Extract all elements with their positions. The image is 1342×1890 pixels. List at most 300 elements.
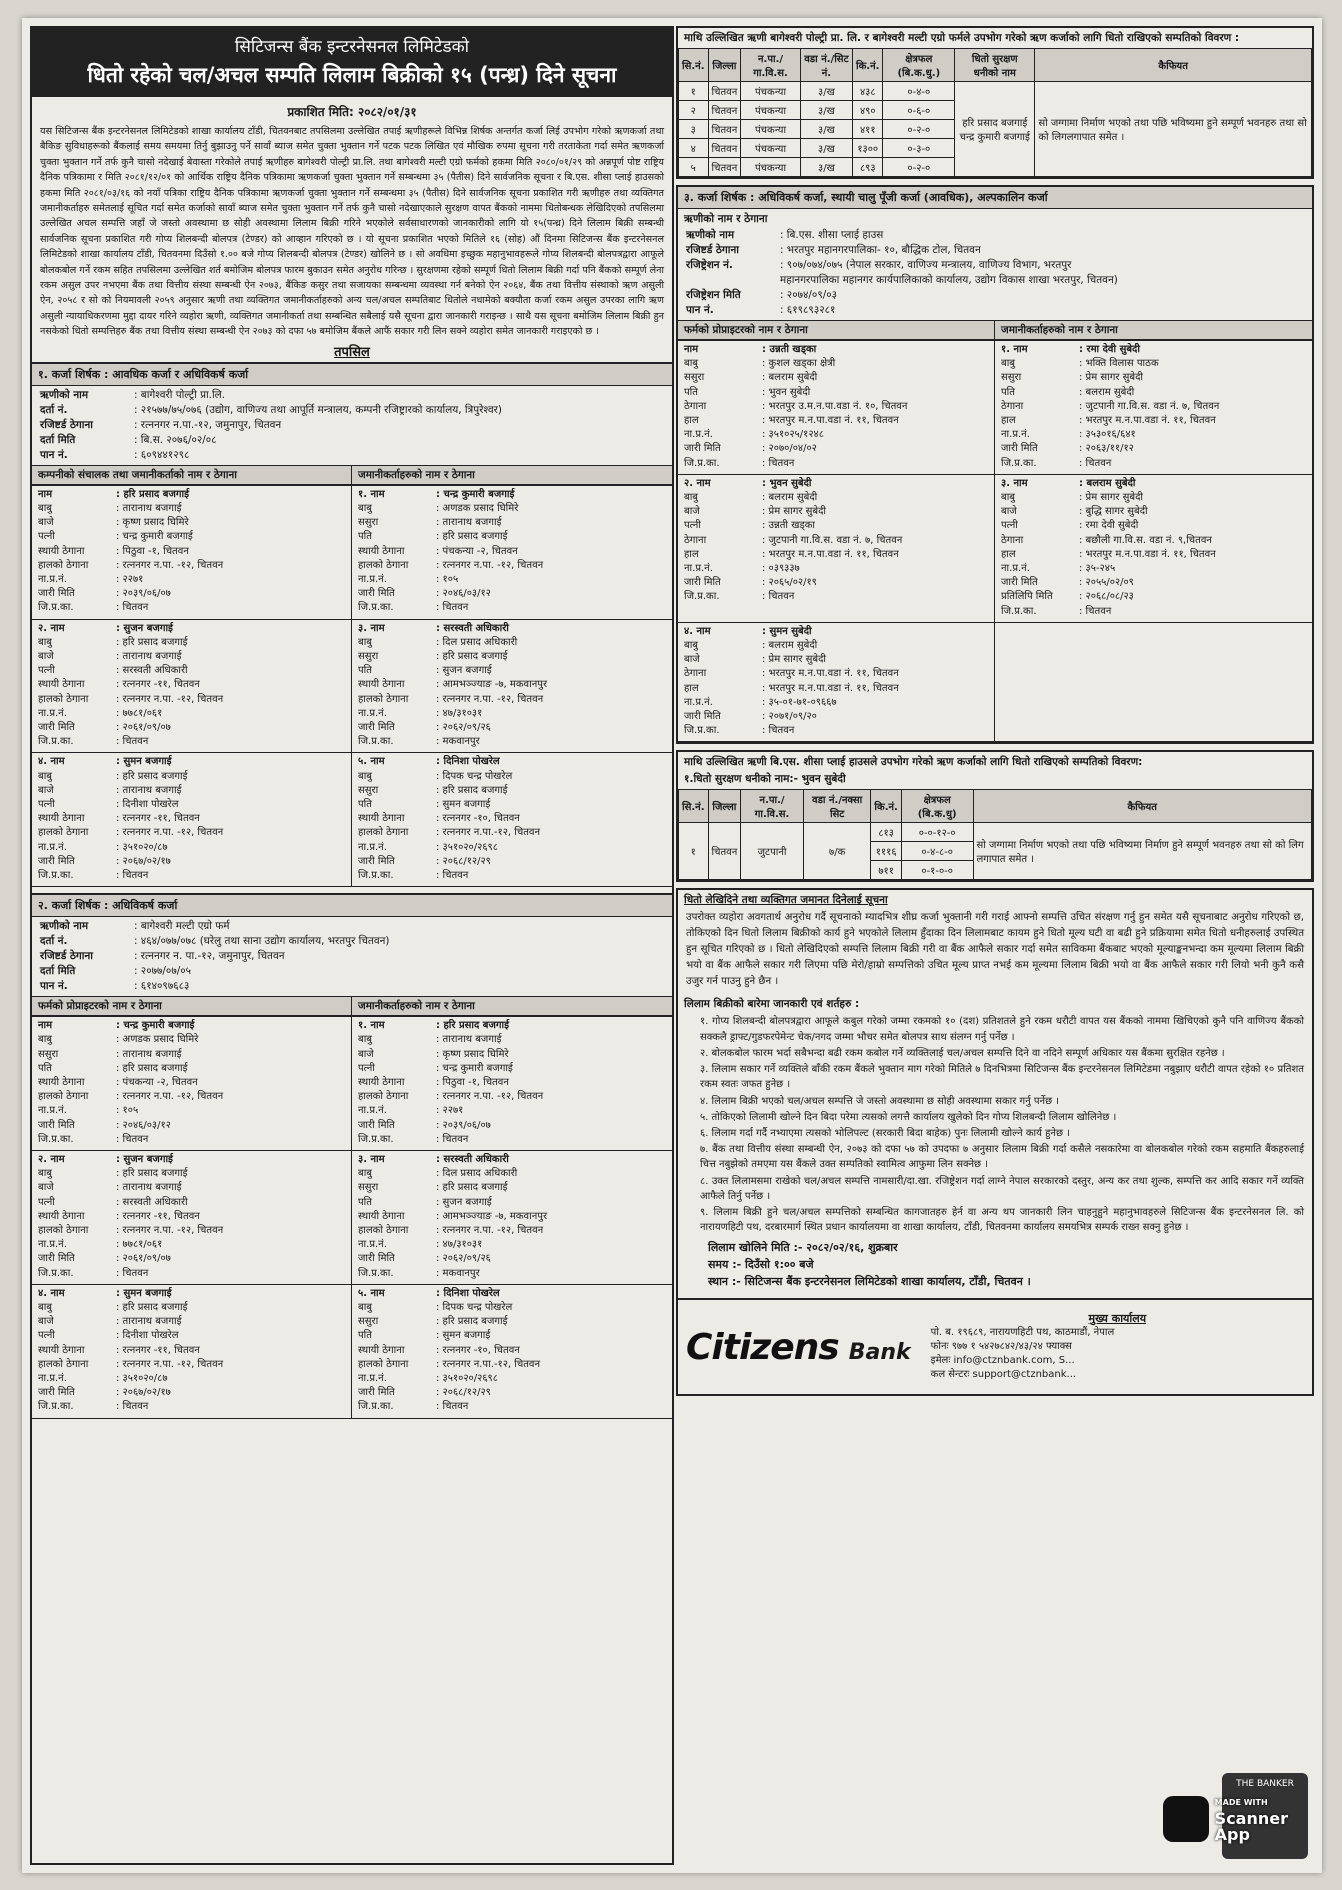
field-row [40,934,664,949]
person-label: ३. नाम [358,1154,385,1165]
table1-cell: १ [679,82,709,101]
field-label: रजिष्टर्ड ठेगाना [40,950,93,963]
person-label: स्थायी ठेगाना [38,1210,85,1222]
person-value: : ३५१०२५/१२४८ [762,429,824,441]
person-row [38,516,347,530]
person-value: : रमा देवी सुबेदी [1079,344,1140,355]
person-value: : चितवन [1079,457,1112,469]
banker-badge-text: THE BANKER [1236,1779,1294,1789]
table2-area: ०-४-८-० [901,842,973,861]
person-row [38,1048,347,1062]
field-value: महानगरपालिका महानगर कार्यपालिकाको कार्यालय, उद्योग विकास शाखा भरतपुर, चितवन) [780,274,1118,286]
person-row [358,735,668,749]
person-label: पत्नी [1001,520,1018,532]
person-label: १. नाम [358,1020,385,1032]
person-value: : दिनीशा पोखरेल [116,798,179,810]
person-label: पत्नी [38,1330,55,1342]
field-row [686,228,1304,243]
person-label: ना.प्र.नं. [38,707,67,719]
person-label: हालको ठेगाना [358,1225,409,1237]
person-label: ४. नाम [38,756,65,768]
table1-cell: चितवन [708,82,741,101]
person-label: हालको ठेगाना [358,1091,409,1103]
person-label: ना.प्र.नं. [358,707,387,719]
field-value: : बि.स. २०७६/०२/०८ [134,433,217,446]
field-row [686,288,1304,303]
person-card [352,1285,672,1419]
person-row [358,545,668,559]
person-row [38,784,347,798]
person-row [358,678,668,692]
field-row [40,418,664,433]
table1-cell: ०-२-० [883,120,955,139]
person-row [1001,457,1308,471]
person-value: : २०६१/०९/०७ [116,1253,171,1265]
left-head-text: फर्मको प्रोप्राइटरको नाम र ठेगाना [32,997,351,1016]
table1-row [679,82,1312,101]
person-value: : मकवानपुर [436,1267,480,1279]
auction-time: समय :- दिउँसो १:०० बजे [708,1258,814,1272]
person-value: : हरि प्रसाद बजगाई [436,531,508,543]
table1-cell: पंचकन्या [741,120,801,139]
person-row [358,707,668,721]
person-row [358,1287,668,1301]
person-row [684,442,990,456]
details-label: तपसिल [334,344,370,360]
person-label: स्थायी ठेगाना [38,545,85,557]
person-value: : सुमन बजगाई [436,798,491,810]
person-row [1001,357,1308,371]
person-row [684,724,990,738]
person-card [352,1151,672,1285]
table1-cell: ०-४-० [883,82,955,101]
person-value: : सुमन बजगाई [116,1287,172,1299]
person-row [358,1386,668,1400]
person-value: : २०६५/०२/१९ [762,577,817,589]
person-card [352,486,672,620]
loan-section-1 [32,362,672,887]
term-item: ५. तोकिएको लिलामी खोल्ने दिन बिदा परेमा त्यसको लगत्तै कार्यालय खुलेको दिन गोप्य शिलबन्दी लिलाम खोलिनेछ । [700,1111,1117,1123]
table1-cell: ३/ख [800,120,852,139]
person-label: पति [684,386,698,398]
person-value: : रत्ननगर -१०, चितवन [436,813,520,825]
person-value: : अणडक प्रसाद घिमिरे [436,502,519,514]
person-row [1001,491,1308,505]
person-label: बाबु [684,358,699,370]
person-label: ना.प्र.नं. [358,573,387,585]
person-value: : बुद्धि सागर सुबेदी [1079,506,1148,518]
person-label: पत्नी [38,798,55,810]
person-label: जि.प्र.का. [358,602,394,614]
person-value: : तारानाथ बजगाई [116,1316,182,1328]
left-head-text: फर्मको प्रोप्राइटरको नाम र ठेगाना [678,321,994,340]
table1-header-cell: वडा नं./सिट नं. [800,49,852,82]
table1-cell: चितवन [708,139,741,158]
table2-area: ०-१-०-० [901,861,973,880]
person-row [358,1048,668,1062]
head-office-callcenter: कल सेन्टरः support@ctznbank... [930,1369,1077,1381]
person-value: : बलराम सुबेदी [762,640,818,652]
person-value: : २०६२/०९/२६ [436,1253,491,1265]
auction-date: लिलाम खोलिने मिति :- २०८२/०२/१६, शुक्रबार [708,1241,898,1255]
person-label: हालको ठेगाना [358,693,409,705]
person-row [1001,519,1308,533]
field-label: ऋणीको नाम [40,388,89,401]
field-value: : ६१४०९७६८३ [134,980,190,993]
field-row [40,979,664,994]
auction-place: स्थान :- सिटिजन्स बैंक इन्टरनेसनल लिमिटेडको शाखा कार्यालय, टाँडी, चितवन । [708,1275,1031,1289]
person-value: : रत्ननगर न.पा. -१२, चितवन [116,1358,224,1370]
person-row [358,488,668,502]
person-row [38,1287,347,1301]
person-row [38,1329,347,1343]
table1-cell: ८९३ [853,158,883,177]
person-label: ठेगाना [684,668,707,680]
person-label: ४. नाम [38,1287,65,1299]
person-value: : चितवन [116,602,149,614]
person-label: जारी मिति [358,588,395,600]
person-value: : चितवन [116,736,149,748]
person-value: : रत्ननगर न.पा.-१२, चितवन [436,827,540,839]
person-value: : भरतपुर म.न.पा.वडा नं. ११, चितवन [762,415,899,427]
person-value: : चितवन [436,869,469,881]
person-label: जि.प्र.का. [358,1133,394,1145]
person-row [38,587,347,601]
field-value: : ९०७/०७४/०७५ (नेपाल सरकार, वाणिज्य मन्त्रालय, वाणिज्य विभाग, भरतपुर [780,259,1072,271]
table1-cell: चितवन [708,158,741,177]
person-label: पति [358,798,372,810]
person-label: हालको ठेगाना [38,827,89,839]
person-card [32,486,352,620]
person-label: बाजे [38,784,54,796]
person-value: : जुटपानी गा.वि.स. वडा नं. ७, चितवन [762,534,903,546]
person-value: : रत्ननगर न.पा. -१२, चितवन [116,827,224,839]
person-row [38,755,347,769]
person-row [38,622,347,636]
person-value: : तारानाथ बजगाई [116,502,182,514]
field-value: : रत्ननगर न. पा.-१२, जमुनापुर, चितवन [134,950,285,963]
loan3-heading: ३. कर्जा शिर्षक : अधिविकर्ष कर्जा, स्थायी चालु पूँजी कर्जा (आवधिक), अल्पकालिन कर्जा [678,187,1312,209]
person-label: जि.प्र.का. [1001,457,1037,469]
person-value: : तारानाथ बजगाई [116,1048,182,1060]
person-row [1001,428,1308,442]
field-label [686,273,780,288]
person-row [358,636,668,650]
person-label: ३. नाम [1001,477,1028,489]
person-label: ससुरा [358,517,379,529]
collateral-table-1 [676,26,1314,179]
right-column-head [352,997,672,1017]
person-value: : दिपक चन्द्र पोखरेल [436,770,513,782]
person-value: : मकवानपुर [436,736,480,748]
table1-owners [955,82,1035,177]
person-label: पति [358,665,372,677]
person-value: : कुशल खड्का क्षेत्री [762,358,836,370]
person-value: : बलराम सुबेदी [1079,386,1135,398]
person-row [1001,414,1308,428]
person-label: ना.प्र.नं. [38,1373,67,1385]
term-item: ९. लिलाम बिक्री हुने चल/अचल सम्पत्तिको सम्बन्धित कागजातहरु हेर्न वा अन्य थप जानकारी लिन चाहनुहुने महानुभावहरुले सिटिजन्स बैंक इन्टरनेसनल लि. को नारायणहिटी पथ, दरबारमार्ग स्थित प्रधान कार्यालयमा वा शाखा कार्यालय, टाँडी, चितवनमा कार्यालय समयभित्र सम्पर्क राख्न सक्नु हुनेछ । [700,1206,1304,1234]
person-value: : दिनिशा पोखरेल [436,756,500,768]
person-value: : हरि प्रसाद बजगाई [116,1302,188,1314]
watermark-text [1215,1795,1288,1843]
person-value: : रत्ननगर न.पा. -१२, चितवन [436,559,544,571]
person-value: : भुवन सुबेदी [762,477,812,489]
person-card [995,341,1312,475]
person-label: बाबु [358,502,373,514]
person-value: : चितवन [116,1267,149,1279]
person-row [358,1167,668,1181]
person-label: बाजे [38,650,54,662]
person-row [684,505,990,519]
person-row [38,869,347,883]
table1-header-cell: सि.नं. [679,49,709,82]
person-label: ना.प्र.नं. [1001,429,1030,441]
person-row [358,721,668,735]
person-row [1001,386,1308,400]
person-value: : ३५१०२०/२६९८ [436,1373,498,1385]
person-row [38,1267,347,1281]
table2-cell: चितवन [708,823,741,880]
field-label: दर्ता नं. [40,403,68,416]
person-label: पति [358,1196,372,1208]
person-value: : रत्ननगर न.पा. -१२, चितवन [436,693,544,705]
left-column-head [32,997,352,1017]
person-label: पत्नी [38,1196,55,1208]
person-row [358,1104,668,1118]
person-label: ससुरा [358,1182,379,1194]
person-value: : २०७१/०९/२० [762,711,817,723]
person-row [358,1090,668,1104]
person-label: ना.प्र.नं. [38,841,67,853]
person-label: नाम [38,488,53,500]
person-label: जि.प्र.का. [684,457,720,469]
person-row [38,1372,347,1386]
table1 [678,48,1312,177]
person-value: : रत्ननगर न.पा. -१२, चितवन [116,1091,224,1103]
person-value: : पिठुवा -१, चितवन [436,1076,509,1088]
person-row [38,1019,347,1033]
person-label: ससुरा [358,784,379,796]
person-label: पति [1001,386,1015,398]
person-row [38,1076,347,1090]
person-value: : रत्ननगर -११, चितवन [116,1210,200,1222]
person-value: : भरतपुर म.न.पा.वडा नं. ११, चितवन [762,682,899,694]
person-row [38,826,347,840]
person-label: बाजे [684,506,700,518]
person-row [684,576,990,590]
head-office-title: मुख्य कार्यालय [1088,1312,1147,1326]
person-row [684,343,990,357]
head-office-address: पो. ब. १९६८९, नारायणहिटी पथ, काठमाडौं, नेपाल [930,1327,1115,1339]
person-label: जि.प्र.का. [684,591,720,603]
person-row [38,798,347,812]
person-value: : सरस्वती अधिकारी [116,665,188,677]
person-value: : हरि प्रसाद बजगाई [116,1062,188,1074]
head-office-phone: फोनः ९७७ १ ५४२७८४२/४३/२४ फ्याक्स [930,1341,1072,1353]
person-row [358,1210,668,1224]
person-value: : ३५३०१६/६४१ [1079,429,1136,441]
person-label: २. नाम [38,1154,65,1165]
person-row [358,770,668,784]
person-value: : कृष्ण प्रसाद घिमिरे [436,1048,509,1060]
person-value: : ७७८१/०६१ [116,707,163,719]
person-row [684,357,990,371]
table2-row [679,823,1312,842]
person-label: जारी मिति [358,1119,395,1131]
person-label: ना.प्र.नं. [358,1105,387,1117]
table1-cell: ३/ख [800,139,852,158]
person-row [358,573,668,587]
table2 [678,789,1312,880]
person-label: बाजे [684,654,700,666]
person-label: ४. नाम [684,625,711,637]
person-row [38,601,347,615]
owner-name: हरि प्रसाद बजगाई [962,118,1028,129]
person-value: : ७७८१/०६१ [116,1239,163,1251]
person-label: ना.प्र.नं. [1001,563,1030,575]
person-label: जारी मिति [358,1253,395,1265]
person-row [1001,442,1308,456]
person-row [1001,505,1308,519]
person-row [1001,605,1308,619]
person-value: : तारानाथ बजगाई [116,650,182,662]
person-row [358,1301,668,1315]
person-row [684,562,990,576]
field-label: पान नं. [686,304,714,316]
person-value: : ३५१०२०/२६९८ [436,841,498,853]
person-label: हालको ठेगाना [358,1358,409,1370]
person-value: : रत्ननगर न.पा.-१२, चितवन [436,1358,540,1370]
person-value: : हरि प्रसाद बजगाई [436,1182,508,1194]
person-row [358,1033,668,1047]
guarantee-text: उपरोक्त व्यहोरा अवगतार्थ अनुरोध गर्दै सूचनाको म्यादभित्र शीघ्र कर्जा भुक्तानी गरी गराई आफ्नो सम्पत्ति उचित संरक्षण गर्नु हुन समेत यसै सूचनाबाट अनुरोध गरिएको छ, तोकिएको दिन धितो लिलाम बिक्रीको कार्य हुने भएकोले लिलाम हुँदाका दिन लिलामबाट कायम हुने धितो मूल्य घटी वा बढी हुने प्रक्रियामा समेत धितो धनीहरुलाई उपस्थित हुन सूचित गरिएको छ । धितो लेखिदिएको सम्पत्ति लिलाम बिक्री गरी वा बैंक आफैले सकार गर्दा समेत साविकमा बैंकबाट भएको मूल्याङ्कनभन्दा कम मूल्यमा लिलाम बिक्री भयो वा बैंक आफैले सकार गरी लिएमा पछि मेरो/हाम्रो सम्पत्तिको उचित मूल्य प्राप्त नभई कम मूल्यमा लिलाम बिक्री भयो वा बैंक आफैले सकार गरी लियो भनी कुनै कसै उजुर गर्न पाउनु हुने छैन । [686,912,1304,988]
person-label: ठेगाना [684,400,707,412]
person-value: : सुमन सुबेदी [762,625,812,637]
person-label: पत्नी [38,531,55,543]
person-label: पत्नी [38,665,55,677]
person-row [1001,576,1308,590]
person-row [38,735,347,749]
person-label: जारी मिति [684,577,721,589]
person-card [995,623,1312,743]
citizens-logo-bank: Bank [848,1339,911,1365]
table2-plot: ७११ [871,861,901,880]
person-row [358,1344,668,1358]
person-row [684,710,990,724]
person-value: : २०३९/०६/०७ [436,1119,491,1131]
person-row [38,1033,347,1047]
watermark-scanner: Scanner [1214,1809,1288,1828]
person-label: स्थायी ठेगाना [38,1076,85,1088]
person-row [38,1358,347,1372]
right-column-head [995,321,1312,341]
field-row [686,273,1304,288]
table2-remark: सो जग्गामा निर्माण भएको तथा पछि भविष्यमा निर्माण हुने सम्पूर्ण भवनहरु तथा सो को लिग लगापात समेत । [973,823,1312,880]
person-value: : रत्ननगर न.पा. -१२, चितवन [116,693,224,705]
field-value: : भरतपुर महानगरपालिका- १०, बौद्धिक टोल, चितवन [780,244,981,256]
person-value: : पंचकन्या -२, चितवन [116,1076,198,1088]
person-label: बाबु [38,770,53,782]
table1-header-cell: कैफियत [1035,49,1312,82]
person-row [38,841,347,855]
person-value: : पंचकन्या -२, चितवन [436,545,518,557]
person-label: जि.प्र.का. [38,602,74,614]
person-value: : तारानाथ बजगाई [436,1034,502,1046]
person-value: : चितवन [436,1401,469,1413]
person-row [358,1329,668,1343]
person-label: पत्नी [684,520,701,532]
person-row [38,1119,347,1133]
owner-name: चन्द्र कुमारी बजगाई [959,132,1030,143]
left-column-head [678,321,995,341]
table1-cell: ५ [679,158,709,177]
person-value: : सुजन बजगाई [436,665,492,677]
field-value: : ६०९४४१२९८ [134,448,190,461]
person-label: जारी मिति [684,443,721,455]
person-label: ३. नाम [358,622,385,634]
person-label: जारी मिति [358,855,395,867]
person-value: : १०५ [436,573,459,585]
person-value: : हरि प्रसाद बजगाई [436,1316,508,1328]
table2-header-cell: न.पा./गा.वि.स. [741,790,804,823]
person-value: : रत्ननगर न.पा. -१२, चितवन [436,1225,544,1237]
person-value: : चन्द्र कुमारी बजगाई [436,488,515,500]
citizens-logo: Citizens [686,1326,839,1368]
person-value: : सुमन बजगाई [116,756,172,768]
person-value: : ३५-२४५ [1079,563,1116,575]
person-value: : रत्ननगर -११, चितवन [116,679,200,691]
right-column [676,26,1314,1865]
person-value: : भरतपुर उ.म.न.पा.वडा नं. १०, चितवन [762,400,908,412]
field-value: : २१५७७/७५/०७६ (उद्योग, वाणिज्य तथा आपूर्ति मन्त्रालय, कम्पनी रजिष्ट्रारको कार्यालय, त्रिपुरेश्वर) [134,403,502,416]
table1-cell: ३ [679,120,709,139]
table1-cell: ०-३-० [883,139,955,158]
person-row [38,502,347,516]
person-row [358,650,668,664]
person-value: : २०६१/०९/०७ [116,721,171,733]
person-value: : बलराम सुबेदी [762,372,818,384]
table2-header-cell: सि.नं. [679,790,709,823]
person-value: : २०६८/१२/२९ [436,1387,491,1399]
person-label: ना.प्र.नं. [358,841,387,853]
person-value: : चितवन [1079,605,1112,617]
person-row [1001,562,1308,576]
person-label: बाबु [358,770,373,782]
scanner-app-icon [1163,1796,1209,1842]
person-row [684,371,990,385]
person-value: : हरि प्रसाद बजगाई [116,770,188,782]
person-value: : रत्ननगर न.पा. -१२, चितवन [436,1091,544,1103]
person-row [38,1153,347,1167]
person-value: : चितवन [116,869,149,881]
table1-cell: पंचकन्या [741,158,801,177]
person-label: बाबु [358,636,373,648]
term-item: १. गोप्य शिलबन्दी बोलपत्रद्वारा आफूले कबुल गरेको जम्मा रकमको १० (दश) प्रतिशतले हुने रकम धरौटी वापत यस बैंकको नाममा खिचिएको कुनै पनि वाणिज्य बैंकको सक्कलै ड्राफ्ट/गुडफरपेमेन्ट चेक/नगद जम्मा भौचर समेत बोलपत्र साथ संलग्न गर्नु पर्नेछ । [700,1016,1304,1043]
person-row [684,639,990,653]
person-label: १. नाम [1001,344,1028,355]
person-label: ना.प्र.नं. [38,1105,67,1117]
person-row [38,636,347,650]
person-value: : २०४६/०३/१२ [116,1119,171,1131]
field-row [40,919,664,934]
person-row [358,1400,668,1414]
person-row [38,1210,347,1224]
person-label: स्थायी ठेगाना [358,679,405,691]
field-value: : रत्ननगर न.पा.-१२, जमुनापुर, चितवन [134,418,282,431]
person-row [358,1372,668,1386]
person-label: जि.प्र.का. [38,736,74,748]
